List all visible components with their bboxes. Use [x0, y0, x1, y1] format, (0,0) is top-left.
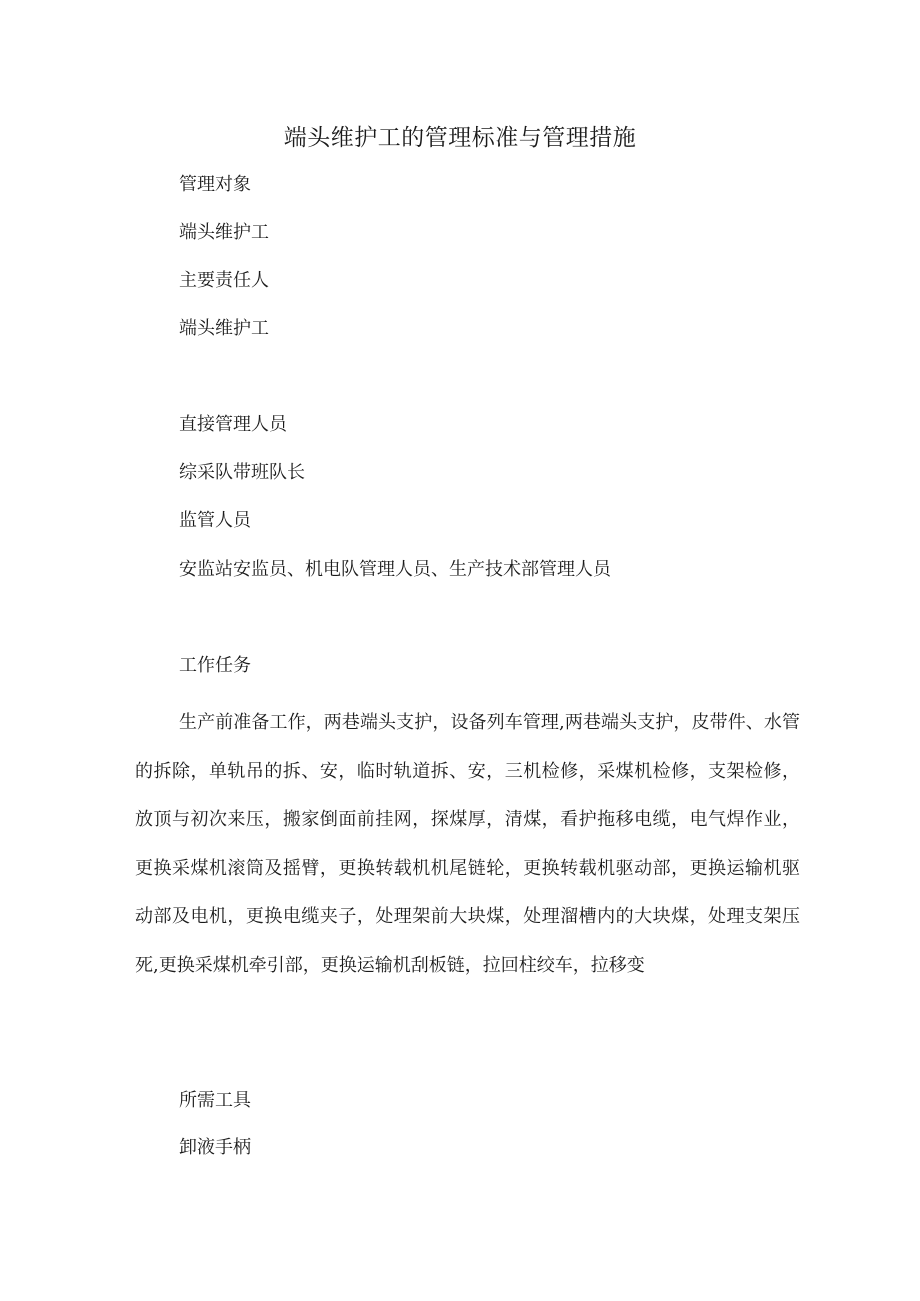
management-object-label: 管理对象 [179, 174, 251, 195]
work-tasks-label: 工作任务 [179, 655, 251, 676]
tools-label: 所需工具 [179, 1090, 251, 1111]
main-responsible-label: 主要责任人 [179, 270, 269, 291]
work-tasks-paragraph: 生产前准备工作，两巷端头支护，设备列车管理,两巷端头支护，皮带件、水管的拆除，单轨吊的拆、安，临时轨道拆、安，三机检修，采煤机检修，支架检修，放顶与初次来压，搬家倒面前挂网，探煤厚，清煤，看护拖移电缆，电气焊作业，更换采煤机滚筒及摇臂，更换转载机机尾链轮，更换转载机驱动部，更换运输机驱动部及电机，更换电缆夹子，处理架前大块煤，处理溜槽内的大块煤，处理支架压死,更换采煤机牵引部，更换运输机刮板链，拉回柱绞车，拉移变 [135, 712, 800, 976]
direct-manager-value: 综采队带班队长 [179, 462, 305, 483]
direct-manager-label: 直接管理人员 [179, 414, 287, 435]
main-responsible-value: 端头维护工 [179, 318, 269, 339]
document-title: 端头维护工的管理标准与管理措施 [283, 125, 637, 151]
management-object-value: 端头维护工 [179, 222, 269, 243]
tools-value: 卸液手柄 [179, 1137, 251, 1158]
supervisor-value: 安监站安监员、机电队管理人员、生产技术部管理人员 [179, 559, 611, 580]
supervisor-label: 监管人员 [179, 510, 251, 531]
